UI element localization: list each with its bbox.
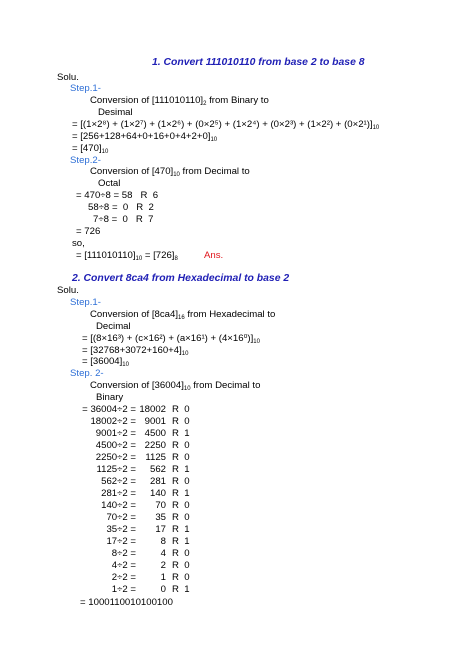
division-remainder: R 0 (172, 439, 190, 451)
problem1-result: = 726 (76, 226, 101, 237)
division-remainder: R 0 (172, 559, 190, 571)
division-expression: 35÷2 = (106, 523, 136, 535)
division-expression: 18002÷2 = (90, 415, 136, 427)
division-expression: 70÷2 = (106, 511, 136, 523)
problem1-step1-label: Step.1- (70, 83, 101, 94)
problem2-division-row (70, 428, 190, 439)
problem2-step1-desc: Conversion of $[8ca4]_{16}$ from Hexadecimal to (90, 309, 276, 321)
division-quotient: 0 (160, 583, 166, 595)
division-remainder: R 1 (172, 487, 190, 499)
division-expression: 2÷2 = (111, 571, 136, 583)
division-expression: 140÷2 = (101, 499, 136, 511)
division-remainder: R 1 (172, 463, 190, 475)
division-quotient: 1 (160, 571, 166, 583)
division-remainder: R 0 (172, 475, 190, 487)
problem2-division-row (70, 572, 190, 583)
problem2-division-row (70, 404, 190, 415)
division-expression: 17÷2 = (106, 535, 136, 547)
problem2-division-row (70, 416, 190, 427)
problem2-step2-label: Step. 2- (70, 368, 104, 379)
problem2-sum: = $[32768+3072+160+4]_{10}$ (82, 345, 189, 357)
division-remainder: R 0 (172, 499, 190, 511)
division-quotient: 140 (149, 487, 166, 499)
problem2-division-row (70, 500, 190, 511)
problem2-division-row (70, 488, 190, 499)
problem2-division-row (70, 536, 190, 547)
division-quotient: 17 (155, 523, 166, 535)
problem2-division-row (70, 560, 190, 571)
problem1-ans: Ans. (204, 250, 224, 261)
problem1-step2-desc: Conversion of $[470]_{10}$ from Decimal to (90, 166, 250, 178)
problem1-decimal: = $[470]_{10}$ (72, 143, 109, 155)
division-expression: 9001÷2 = (95, 427, 136, 439)
division-quotient: 18002 (139, 404, 166, 415)
division-expression: 2250÷2 = (95, 451, 136, 463)
division-remainder: R 1 (172, 535, 190, 547)
problem2-heading: 2. Convert 8ca4 from Hexadecimal to base 2 (72, 273, 290, 284)
division-remainder: R 0 (172, 451, 190, 463)
division-expression: 281÷2 = (101, 487, 136, 499)
problem1-sum: = $[256+128+64+0+16+0+4+2+0]_{10}$ (72, 131, 218, 143)
division-expression: 1125÷2 = (96, 463, 136, 475)
problem1-so: so, (72, 238, 85, 249)
division-expression: 4÷2 = (111, 559, 136, 571)
problem2-step1-label: Step.1- (70, 297, 101, 308)
division-remainder: R 1 (172, 523, 190, 535)
division-quotient: 8 (160, 535, 166, 547)
problem2-division-row (70, 548, 190, 559)
problem2-division-row (70, 512, 190, 523)
division-expression: 8÷2 = (111, 547, 136, 559)
problem2-division-row (70, 452, 190, 463)
division-quotient: 9001 (144, 415, 166, 427)
problem1-division-row: 58÷8 = 0 R 2 (88, 202, 154, 213)
problem2-step2-desc: Conversion of $[36004]_{10}$ from Decimal to (90, 380, 261, 392)
problem1-expansion: = $[(1\times 2^8) + (1\times 2^7) + (1\times 2^6) + (0\times 2^5) + (1\times 2^4) + (0\times 2^3) + (1\times 2^2) + (0\times 2^1)]_{10}$ (72, 119, 380, 131)
problem2-step2-desc-cont: Binary (96, 392, 124, 403)
division-remainder: R 1 (172, 583, 190, 595)
division-remainder: R 0 (172, 404, 190, 415)
problem1-final: = $[111010110]_{10} = [726]_8$ (76, 250, 178, 262)
division-expression: 1÷2 = (111, 583, 136, 595)
problem1-step2-desc-cont: Octal (98, 178, 121, 189)
division-expression: 562÷2 = (101, 475, 136, 487)
problem2-division-row (70, 524, 190, 535)
problem1-step1-desc-cont: Desimal (98, 107, 133, 118)
problem2-step1-desc-cont: Decimal (96, 321, 131, 332)
problem1-heading: 1. Convert 111010110 from base 2 to base 8 (152, 57, 365, 68)
problem1-solu: Solu. (57, 72, 79, 83)
division-quotient: 70 (155, 499, 166, 511)
division-expression: = 36004÷2 = (82, 404, 136, 415)
division-remainder: R 1 (172, 427, 190, 439)
division-quotient: 4 (160, 547, 166, 559)
division-remainder: R 0 (172, 511, 190, 523)
problem2-division-row (70, 440, 190, 451)
problem1-division-row: 7÷8 = 0 R 7 (93, 214, 154, 225)
division-quotient: 1125 (145, 451, 166, 463)
division-quotient: 4500 (144, 427, 166, 439)
problem2-solu: Solu. (57, 285, 79, 296)
problem2-decimal: = $[36004]_{10}$ (82, 356, 129, 368)
problem2-division-row (70, 584, 190, 595)
division-remainder: R 0 (172, 547, 190, 559)
division-quotient: 281 (149, 475, 166, 487)
problem2-expansion: = $[(8\times 16^3) + (c\times 16^2) + (a\times 16^1) + (4\times 16^0)]_{10}$ (82, 333, 260, 345)
problem1-step2-label: Step.2- (70, 155, 101, 166)
division-remainder: R 0 (172, 571, 190, 583)
problem2-division-row (70, 476, 190, 487)
division-quotient: 562 (149, 463, 166, 475)
division-remainder: R 0 (172, 415, 190, 427)
division-quotient: 35 (155, 511, 166, 523)
problem2-division-row (70, 464, 190, 475)
problem2-result: = 1000110010100100 (80, 597, 173, 608)
division-quotient: 2250 (144, 439, 166, 451)
division-quotient: 2 (160, 559, 166, 571)
problem1-step1-desc: Conversion of $[111010110]_2$ from Binary to (90, 95, 269, 107)
division-expression: 4500÷2 = (95, 439, 136, 451)
problem1-division-row: = 470÷8 = 58 R 6 (76, 190, 159, 201)
